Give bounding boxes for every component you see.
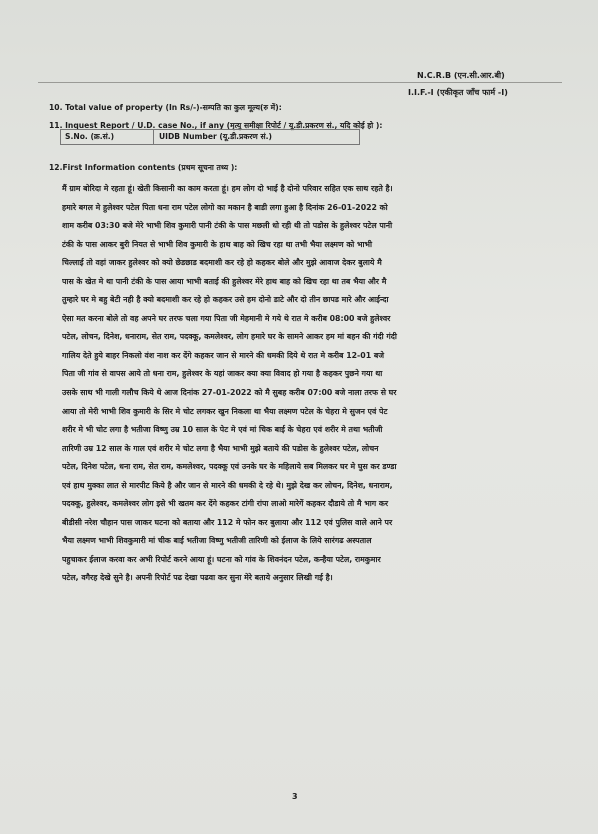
page-number: 3 (292, 792, 298, 801)
fir-line: आया तो मेरी भाभी शिव कुमारी के सिर मे चोट लगकर खुन निकला था भैया लक्ष्मण पटेल के चेहरा मे सुजन एवं पेट (62, 406, 388, 416)
fir-line: पटेल, दिनेश पटेल, धना राम, सेत राम, कमलेश्वर, पदक्कू एवं उनके घर के महिलाये सब मिलकर घर मे घुस कर डण्डा (62, 462, 397, 472)
fir-line: तुम्हारे घर मे बहु बेटी नही है क्यो बदमाशी कर रहे हो कहकर उसे हम दोनो डाटे और दो तीन छापड मारे और आईन्दा (62, 295, 389, 305)
form-id-header: I.I.F.-I (एकीकृत जाँच फार्म -I) (408, 88, 508, 97)
ncrb-header: N.C.R.B (एन.सी.आर.बी) (417, 71, 505, 80)
fir-line: हमारे बगल मे हुलेश्वर पटेल पिता धना राम पटेल लोगो का मकान है बाडी लगा हुआ है दिनांक 26-01-2022 को (62, 202, 388, 212)
fir-line: टंकी के पास आकर बुरी नियत से भाभी शिव कुमारी के हाथ बाह को खिच रहा था तभी भैया लक्ष्मण को भाभी (62, 239, 373, 249)
fir-line: पहुचाकर ईलाज करवा कर अभी रिपोर्ट करने आया हूं। घटना को गांव के शिवनंदन पटेल, कन्हैया पटेल, रामकुमार (62, 554, 381, 564)
fir-line: चिल्लाई तो वहां जाकर हुलेश्वर को क्यो छेडछाड बदमाशी कर रहे हो कहकर बोले और मुझे आवाज देकर बुलाये मै (62, 258, 382, 268)
fir-line: पास के खेत मे था पानी टंकी के पास आया भाभी बताई की हुलेश्वर मेरे हाथ बाह को खिच रहा था तब भैया और मै (62, 276, 387, 286)
fir-line: बीडीसी नरेश चौहान पास जाकर घटना को बताया और 112 मे फोन कर बुलाया और 112 एवं पुलिस वाले आने पर (62, 517, 393, 527)
header-divider (38, 82, 562, 83)
inquest-table (60, 129, 360, 145)
fir-line: मैं ग्राम बोरिदा मे रहता हूं। खेती किसानी का काम करता हूं। हम लोग दो भाई है दोनो परिवार सहित एक साथ रहते है। (62, 184, 393, 193)
fir-line: शाम करीब 03:30 बजे मेरे भाभी शिव कुमारी पानी टंकी के पास मछली धो रही थी तो पडोस के हुलेश्वर पटेल पानी (62, 221, 393, 231)
fir-line: एवं हाथ मुक्का लात से मारपीट किये है और जान से मारने की धमकी दे रहे थे। मुझे देख कर लोचन, दिनेश, धनाराम, (62, 480, 393, 490)
fir-line: पटेल, लोचन, दिनेश, धनाराम, सेत राम, पदक्कू, कमलेश्वर, लोग हमारे घर के सामने आकर हम मां बहन की गंदी गंदी (62, 332, 397, 342)
fir-line: पिता जी गांव से वापस आये तो धना राम, हुलेश्वर के यहां जाकर क्या क्या विवाद हो गया है कहकर पुछने गया था (62, 369, 383, 379)
table-divider (153, 130, 154, 144)
fir-line: पदक्कू, हुलेश्वर, कमलेश्वर लोग इसे भी खतम कर देंगे कहकर टांगी रांपा लाओ मारेगें कहकर दौडाये तो मै भाग कर (62, 499, 389, 509)
sno-label: S.No. (क्र.सं.) (65, 132, 115, 141)
fir-content (62, 180, 532, 588)
fir-line: तारिणी उम्र 12 साल के गाल एवं शरीर मे चोट लगा है भैया भाभी मुझे बताये की पडोस के हुलेश्वर पटेल, लोचन (62, 443, 379, 453)
fir-line: ऐसा मत करना बोले तो वह अपने घर तरफ चला गया पिता जी मेहमानी मे गये थे रात मे करीब 08:00 बजे हुलेश्वर (62, 313, 391, 323)
fir-line: गालिय देते हुये बाहर निकलो वंश नाश कर देंगे कहकर जान से मारने की धमकी दिये थे रात मे करीब 12-01 बजे (62, 350, 385, 360)
field-11-inquest-report: 11. Inquest Report / U.D. case No., if any (मृत्यु समीक्षा रिपोर्ट / यू.डी.प्रकरण सं., यदि कोई हो ): (49, 121, 383, 130)
uidb-label: UIDB Number (यू.डी.प्रकरण सं.) (159, 132, 272, 141)
fir-line: पटेल, वगैरह देखे सुने है। अपनी रिपोर्ट पढ देखा पढवा कर सुना मेरे बताये अनुसार लिखी गई है। (62, 573, 333, 583)
field-12-fir-heading: 12.First Information contents (प्रथम सूचना तथ्य ): (49, 163, 238, 172)
field-10-property-value: 10. Total value of property (In Rs/-)-सम्पति का कुल मूल्य(रु में): (49, 103, 282, 112)
fir-line: उसके साथ भी गाली गलौच किये थे आज दिनांक 27-01-2022 को मै सुबह करीब 07:00 बजे नाला तरफ से घर (62, 388, 397, 398)
fir-line: भैया लक्ष्मण भाभी शिवकुमारी मां चीक बाई भतीजा विष्णु भतीजी तारिणी को ईलाज के लिये सारंगढ अस्पताल (62, 536, 372, 546)
fir-line: शरीर मे भी चोट लगा है भतीजा विष्णु उम्र 10 साल के पेट मे एवं मां चिक बाई के चेहरा एवं शरीर मे तथा भतीजी (62, 425, 383, 435)
